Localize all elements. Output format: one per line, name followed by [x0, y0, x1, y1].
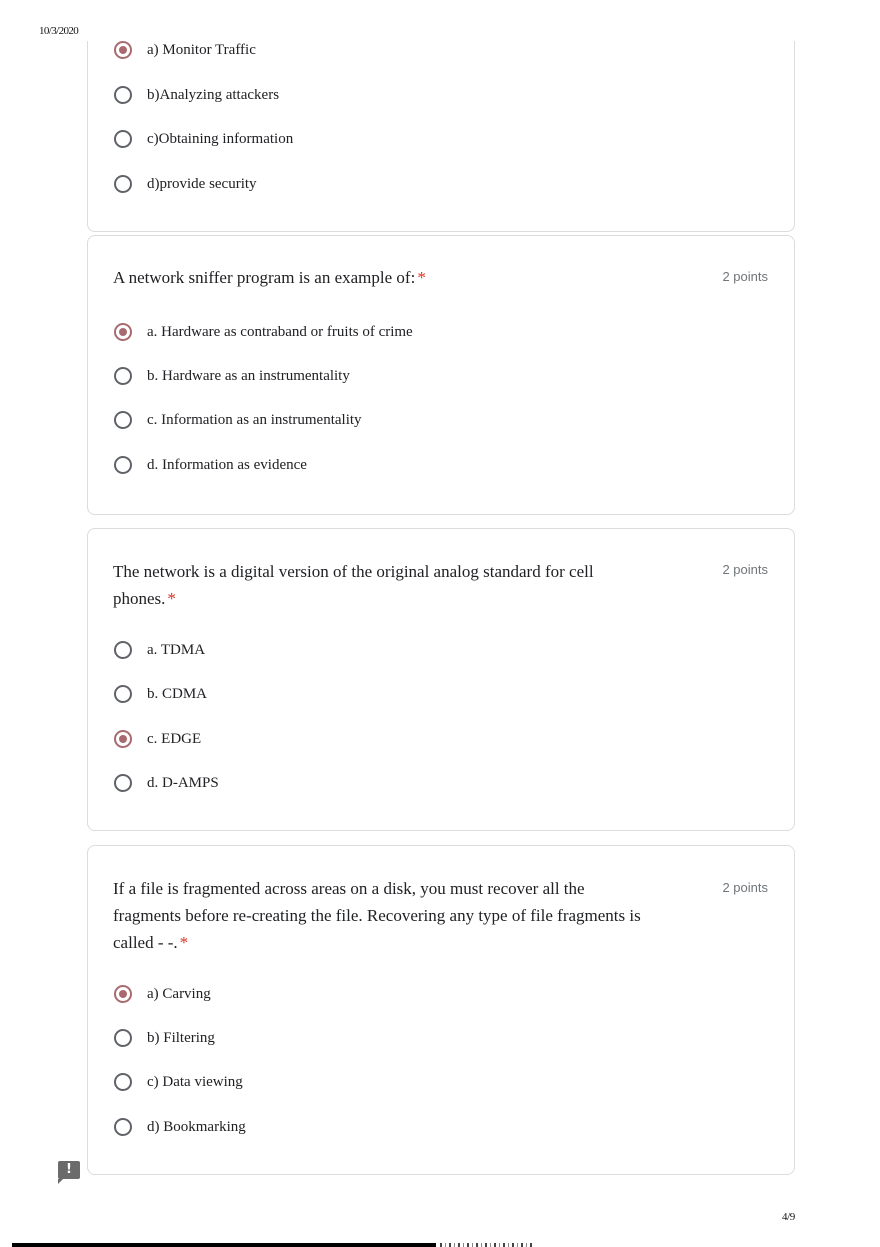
radio-unselected-icon[interactable] — [114, 175, 132, 193]
option-q4-a[interactable] — [114, 982, 211, 1006]
radio-unselected-icon[interactable] — [114, 86, 132, 104]
option-q1-d[interactable] — [114, 172, 257, 196]
option-label: b. CDMA — [147, 685, 208, 702]
radio-unselected-icon[interactable] — [114, 1073, 132, 1091]
option-label: d)provide security — [147, 175, 257, 192]
option-label: a. TDMA — [147, 641, 206, 658]
option-q2-d[interactable] — [114, 453, 307, 477]
option-q4-c[interactable] — [114, 1070, 243, 1094]
radio-selected-icon[interactable] — [114, 323, 132, 341]
radio-unselected-icon[interactable] — [114, 685, 132, 703]
question-card-3 — [87, 528, 795, 831]
option-label: d. D-AMPS — [147, 774, 219, 791]
option-label: c. Information as an instrumentality — [147, 411, 362, 428]
option-label: b. Hardware as an instrumentality — [147, 367, 350, 384]
required-asterisk: * — [417, 268, 426, 287]
option-q3-d[interactable] — [114, 771, 219, 795]
radio-unselected-icon[interactable] — [114, 641, 132, 659]
points-label: 2 points — [722, 269, 768, 284]
option-q1-a[interactable] — [114, 38, 256, 62]
option-label: a) Carving — [147, 985, 211, 1002]
question-title: A network sniffer program is an example of: * — [113, 268, 426, 287]
print-date: 10/3/2020 — [39, 25, 79, 37]
radio-unselected-icon[interactable] — [114, 367, 132, 385]
radio-unselected-icon[interactable] — [114, 1118, 132, 1136]
option-q1-c[interactable] — [114, 127, 293, 151]
option-q4-b[interactable] — [114, 1026, 215, 1050]
page-number: 4/9 — [782, 1211, 795, 1223]
radio-selected-icon[interactable] — [114, 41, 132, 59]
points-label: 2 points — [722, 880, 768, 895]
radio-unselected-icon[interactable] — [114, 130, 132, 148]
radio-unselected-icon[interactable] — [114, 411, 132, 429]
option-label: b)Analyzing attackers — [147, 86, 280, 103]
option-label: d) Bookmarking — [147, 1118, 246, 1135]
report-problem-button[interactable] — [58, 1161, 80, 1179]
question-card-1 — [87, 41, 795, 232]
option-q2-c[interactable] — [114, 408, 362, 432]
question-card-4 — [87, 845, 795, 1175]
radio-unselected-icon[interactable] — [114, 774, 132, 792]
bottom-rule — [12, 1243, 436, 1247]
option-q2-b[interactable] — [114, 364, 350, 388]
option-q2-a[interactable] — [114, 320, 413, 344]
option-label: d. Information as evidence — [147, 456, 307, 473]
option-q3-c[interactable] — [114, 727, 201, 751]
option-q3-b[interactable] — [114, 682, 207, 706]
bottom-artifact — [440, 1243, 532, 1247]
points-label: 2 points — [722, 562, 768, 577]
required-asterisk: * — [179, 933, 189, 952]
radio-unselected-icon[interactable] — [114, 1029, 132, 1047]
radio-selected-icon[interactable] — [114, 730, 132, 748]
question-card-2 — [87, 235, 795, 515]
required-asterisk: * — [167, 589, 176, 608]
option-label: c)Obtaining information — [147, 130, 294, 147]
option-q3-a[interactable] — [114, 638, 205, 662]
option-q1-b[interactable] — [114, 83, 279, 107]
option-label: a) Monitor Traffic — [147, 41, 256, 58]
option-q4-d[interactable] — [114, 1115, 246, 1139]
option-label: b) Filtering — [147, 1029, 215, 1046]
question-title: The network is a digital version of the original analog standard for cell phones. * — [113, 562, 594, 608]
radio-selected-icon[interactable] — [114, 985, 132, 1003]
option-label: c) Data viewing — [147, 1073, 243, 1090]
report-problem-icon: ! — [66, 1162, 72, 1177]
option-label: c. EDGE — [147, 730, 202, 747]
question-title: If a file is fragmented across areas on a disk, you must recover all the fragments before re-creating the file. Recovering any type of file fragments is called - -. * — [113, 879, 641, 952]
option-label: a. Hardware as contraband or fruits of crime — [147, 323, 413, 340]
radio-unselected-icon[interactable] — [114, 456, 132, 474]
